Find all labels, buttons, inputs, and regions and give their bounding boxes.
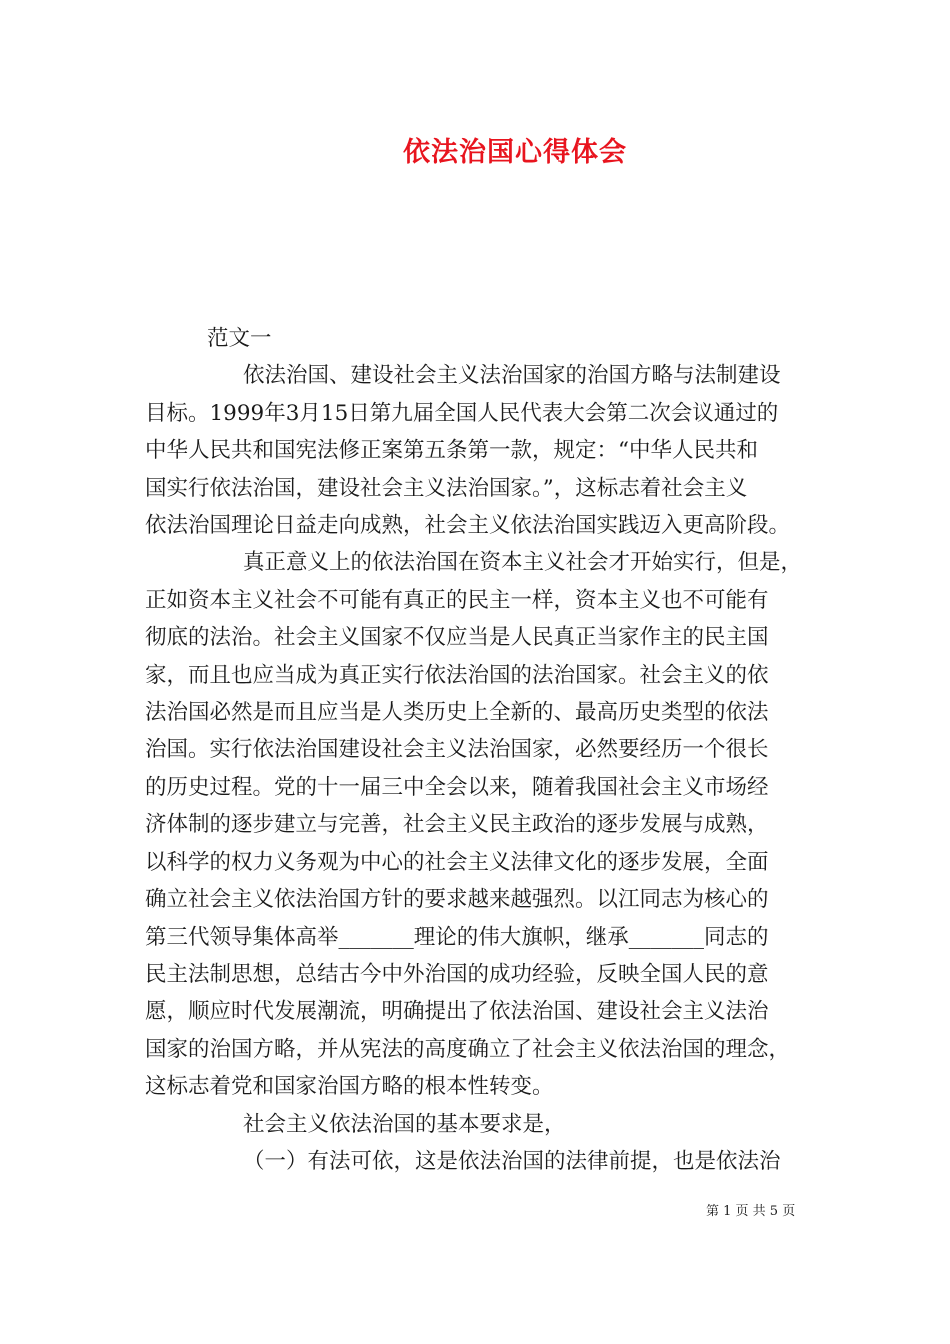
text-line: 法治国必然是而且应当是人类历史上全新的、最高历史类型的依法 [145, 700, 769, 726]
page-footer: 第 1 页 共 5 页 [706, 1204, 796, 1219]
text-line: 依法治国理论日益走向成熟，社会主义依法治国实践迈入更高阶段。 [145, 513, 791, 539]
text-line: 目标。1999年3月15日第九届全国人民代表大会第二次会议通过的 [145, 400, 779, 426]
section-subtitle: 范文一 [207, 326, 272, 351]
text-line: 中华人民共和国宪法修正案第五条第一款，规定：“中华人民共和 [145, 438, 758, 464]
text-line: 民主法制思想，总结古今中外治国的成功经验，反映全国人民的意 [145, 961, 769, 987]
text-line: 这标志着党和国家治国方略的根本性转变。 [145, 1074, 554, 1100]
text-line: 正如资本主义社会不可能有真正的民主一样，资本主义也不可能有 [145, 587, 769, 613]
paragraph-lines [145, 357, 805, 1180]
text-line: 确立社会主义依法治国方针的要求越来越强烈。以江同志为核心的 [145, 887, 769, 913]
text-line: 第三代领导集体高举_______理论的伟大旗帜，继承_______同志的 [145, 924, 769, 950]
text-line: 社会主义依法治国的基本要求是， [243, 1111, 566, 1137]
text-line: 治国。实行依法治国建设社会主义法治国家，必然要经历一个很长 [145, 737, 769, 763]
text-line: 的历史过程。党的十一届三中全会以来，随着我国社会主义市场经 [145, 774, 769, 800]
text-line: 家，而且也应当成为真正实行依法治国的法治国家。社会主义的依 [145, 662, 769, 688]
text-line: 愿，顺应时代发展潮流，明确提出了依法治国、建设社会主义法治 [145, 999, 769, 1025]
text-line: 济体制的逐步建立与完善，社会主义民主政治的逐步发展与成熟， [145, 812, 769, 838]
text-line: 国实行依法治国，建设社会主义法治国家。”，这标志着社会主义 [145, 475, 748, 501]
document-title: 依法治国心得体会 [403, 137, 627, 168]
text-line: （一）有法可依，这是依法治国的法律前提，也是依法治 [243, 1148, 781, 1174]
document-body [145, 320, 805, 1180]
text-line: 国家的治国方略，并从宪法的高度确立了社会主义依法治国的理念， [145, 1036, 791, 1062]
text-line: 以科学的权力义务观为中心的社会主义法律文化的逐步发展，全面 [145, 849, 769, 875]
text-line: 彻底的法治。社会主义国家不仅应当是人民真正当家作主的民主国 [145, 625, 769, 651]
text-line: 真正意义上的依法治国在资本主义社会才开始实行，但是， [243, 550, 803, 576]
text-line: 依法治国、建设社会主义法治国家的治国方略与法制建设 [243, 363, 781, 389]
